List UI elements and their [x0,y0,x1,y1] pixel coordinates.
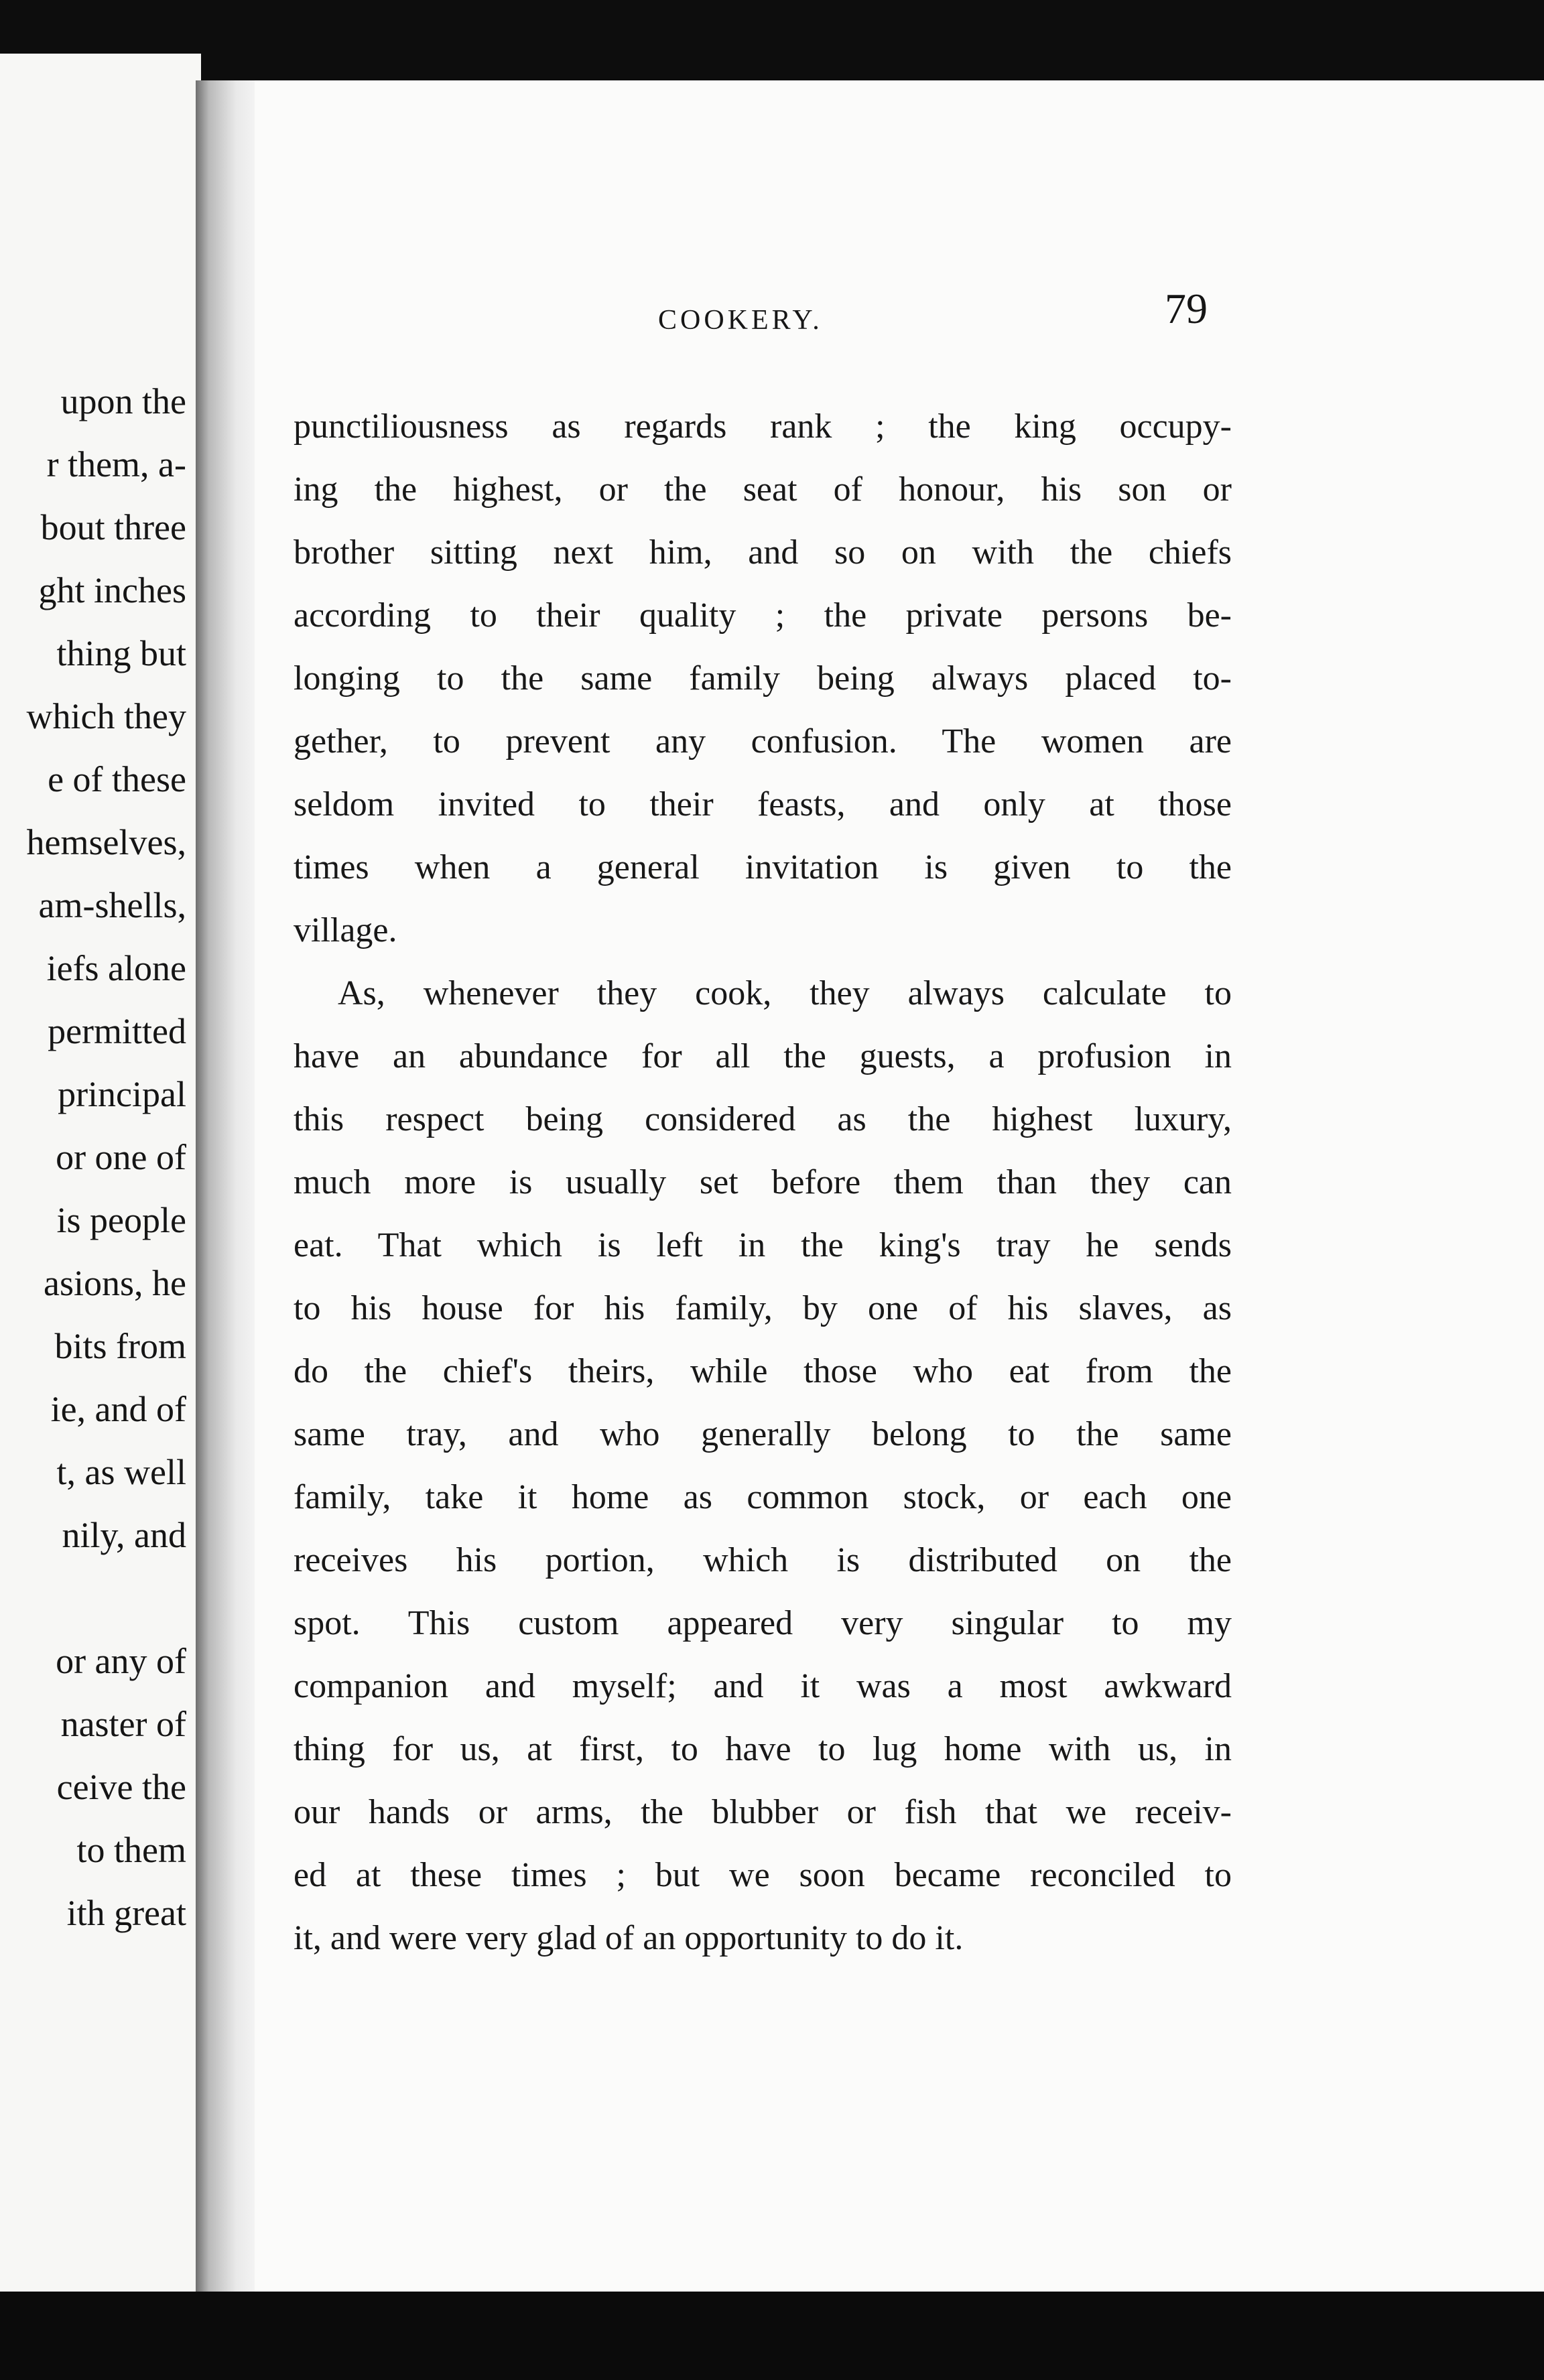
text-line: do the chief's theirs, while those who eat from the [294,1352,1232,1390]
left-page-fragment: bits from [54,1326,186,1366]
left-page-fragment: asions, he [44,1263,186,1303]
text-line: seldom invited to their feasts, and only at those [294,785,1232,823]
left-page-fragment: principal [58,1074,186,1114]
left-page-edge [0,54,201,2292]
text-line: companion and myself; and it was a most awkward [294,1667,1232,1705]
text-line: it, and were very glad of an opportunity to do it. [294,1919,964,1957]
running-header: COOKERY. [658,305,823,336]
left-page-fragment: naster of [60,1704,186,1744]
left-page-fragment: e of these [48,759,186,799]
left-page-fragment: thing but [56,633,186,673]
scan-border [0,2292,1544,2380]
left-page-fragment: ght inches [38,570,186,610]
text-line: brother sitting next him, and so on with the chiefs [294,533,1232,572]
text-line: family, take it home as common stock, or each one [294,1478,1232,1516]
left-page-fragment: r them, a- [46,444,186,484]
text-line: much more is usually set before them than they can [294,1163,1232,1201]
left-page-fragment: ith great [66,1893,186,1933]
left-page-fragment: is people [56,1200,186,1240]
text-line: eat. That which is left in the king's tray he sends [294,1226,1232,1264]
text-line: gether, to prevent any confusion. The women are [294,722,1232,761]
text-line: this respect being considered as the highest luxury, [294,1100,1232,1138]
text-line: ed at these times ; but we soon became reconciled to [294,1856,1232,1894]
left-page-fragment: am-shells, [38,885,186,925]
left-page-fragment: or any of [56,1641,186,1681]
left-page-fragment: or one of [56,1137,186,1177]
page-number: 79 [1165,285,1208,332]
text-line: have an abundance for all the guests, a profusion in [294,1037,1232,1075]
text-line: to his house for his family, by one of his slaves, as [294,1289,1232,1327]
text-line: thing for us, at first, to have to lug home with us, in [294,1730,1232,1768]
text-line: same tray, and who generally belong to the same [294,1415,1232,1453]
text-line: ing the highest, or the seat of honour, his son or [294,470,1232,509]
left-page-fragment: which they [26,696,186,736]
left-page-fragment: to them [76,1830,186,1870]
left-page-fragment: iefs alone [46,948,186,988]
left-page-fragment: hemselves, [26,822,186,862]
text-line: longing to the same family being always placed to- [294,659,1232,698]
text-line: our hands or arms, the blubber or fish that we receiv- [294,1793,1232,1831]
text-line: village. [294,911,397,949]
text-line: times when a general invitation is given to the [294,848,1232,886]
text-line: receives his portion, which is distributed on the [294,1541,1232,1579]
body-text [294,395,1232,1970]
left-page-fragment: ceive the [56,1767,186,1807]
left-page-fragment: upon the [60,381,186,421]
left-page-fragment: permitted [48,1011,186,1051]
left-page-fragment: t, as well [56,1452,186,1492]
text-line: according to their quality ; the private persons be- [294,596,1232,635]
text-line: spot. This custom appeared very singular to my [294,1604,1232,1642]
text-line: punctiliousness as regards rank ; the king occupy- [294,407,1232,446]
text-line: As, whenever they cook, they always calculate to [338,974,1232,1012]
left-page-fragment: nily, and [62,1515,186,1555]
left-page-fragment: bout three [40,507,186,547]
left-page-fragment: ie, and of [50,1389,186,1429]
